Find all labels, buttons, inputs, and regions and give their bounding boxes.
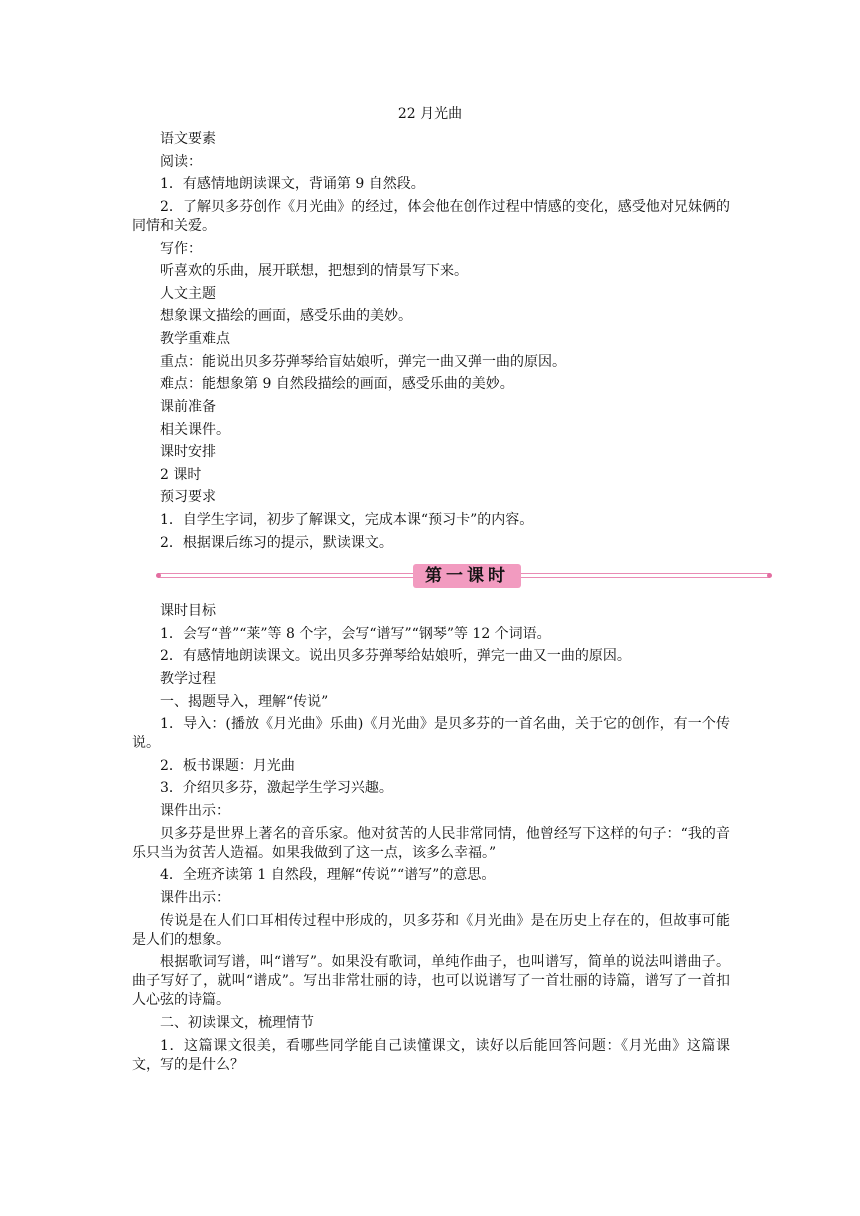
paragraph: 听喜欢的乐曲，展开联想，把想到的情景写下来。 xyxy=(160,263,468,280)
paragraph: 2．有感情地朗读课文。说出贝多芬弹琴给姑娘听，弹完一曲又一曲的原因。 xyxy=(160,648,631,665)
paragraph: 2．了解贝多芬创作《月光曲》的经过，体会他在创作过程中情感的变化，感受他对兄妹俩的同情和关爱。 xyxy=(132,198,730,234)
paragraph: 1．导入：(播放《月光曲》乐曲)《月光曲》是贝多芬的一首名曲，关于它的创作，有一个传说。 xyxy=(132,716,730,752)
paragraph: 教学重难点 xyxy=(160,331,230,348)
paragraph: 难点：能想象第 9 自然段描绘的画面，感受乐曲的美妙。 xyxy=(160,376,514,393)
paragraph: 想象课文描绘的画面，感受乐曲的美妙。 xyxy=(160,308,412,325)
paragraph: 课件出示： xyxy=(160,889,230,906)
paragraph: 重点：能说出贝多芬弹琴给盲姑娘听，弹完一曲又弹一曲的原因。 xyxy=(160,353,566,370)
paragraph: 传说是在人们口耳相传过程中形成的，贝多芬和《月光曲》是在历史上存在的，但故事可能是人们的想象。 xyxy=(132,912,730,948)
paragraph: 贝多芬是世界上著名的音乐家。他对贫苦的人民非常同情，他曾经写下这样的句子：“我的音乐只当为贫苦人造福。如果我做到了这一点，该多么幸福。” xyxy=(132,825,730,861)
paragraph: 根据歌词写谱，叫“谱写”。如果没有歌词，单纯作曲子，也叫谱写，简单的说法叫谱曲子。曲子写好了，就叫“谱成”。写出非常壮丽的诗，也可以说谱写了一首壮丽的诗篇，谱写了一首扣人心弦的诗篇。 xyxy=(132,954,730,1009)
paragraph: 一、揭题导入，理解“传说” xyxy=(160,693,329,710)
section-banner xyxy=(158,562,770,592)
paragraph: 语文要素 xyxy=(160,131,216,147)
paragraph: 人文主题 xyxy=(160,285,216,302)
paragraph: 二、初读课文，梳理情节 xyxy=(160,1014,314,1031)
lesson-process xyxy=(132,602,730,1078)
paragraph: 2．板书课题：月光曲 xyxy=(160,757,295,774)
paragraph: 3．介绍贝多芬，激起学生学习兴趣。 xyxy=(160,780,393,797)
paragraph: 预习要求 xyxy=(160,489,216,506)
paragraph: 2．根据课后练习的提示，默读课文。 xyxy=(160,534,393,551)
banner-dot-right-icon xyxy=(767,573,772,578)
paragraph: 课时目标 xyxy=(160,603,216,619)
paragraph: 相关课件。 xyxy=(160,421,230,438)
paragraph: 1．有感情地朗读课文，背诵第 9 自然段。 xyxy=(160,176,425,193)
paragraph: 写作： xyxy=(160,240,202,257)
paragraph: 4．全班齐读第 1 自然段，理解“传说”“谱写”的意思。 xyxy=(160,867,496,884)
paragraph: 1．会写“普”“莱”等 8 个字，会写“谱写”“钢琴”等 12 个词语。 xyxy=(160,625,551,642)
paragraph: 1．这篇课文很美，看哪些同学能自己读懂课文，读好以后能回答问题：《月光曲》这篇课文，写的是什么？ xyxy=(132,1037,730,1073)
paragraph: 课前准备 xyxy=(160,398,216,415)
paragraph: 课时安排 xyxy=(160,444,216,461)
paragraph: 课件出示： xyxy=(160,803,230,820)
lesson-title: 22 月光曲 xyxy=(397,106,463,122)
lesson-overview xyxy=(132,130,730,556)
paragraph: 2 课时 xyxy=(160,466,202,483)
banner-dot-left-icon xyxy=(156,573,161,578)
paragraph: 阅读： xyxy=(160,153,202,170)
paragraph: 1．自学生字词，初步了解课文，完成本课“预习卡”的内容。 xyxy=(160,512,534,529)
paragraph: 教学过程 xyxy=(160,670,216,687)
section-banner-label: 第一课时 xyxy=(413,564,521,588)
